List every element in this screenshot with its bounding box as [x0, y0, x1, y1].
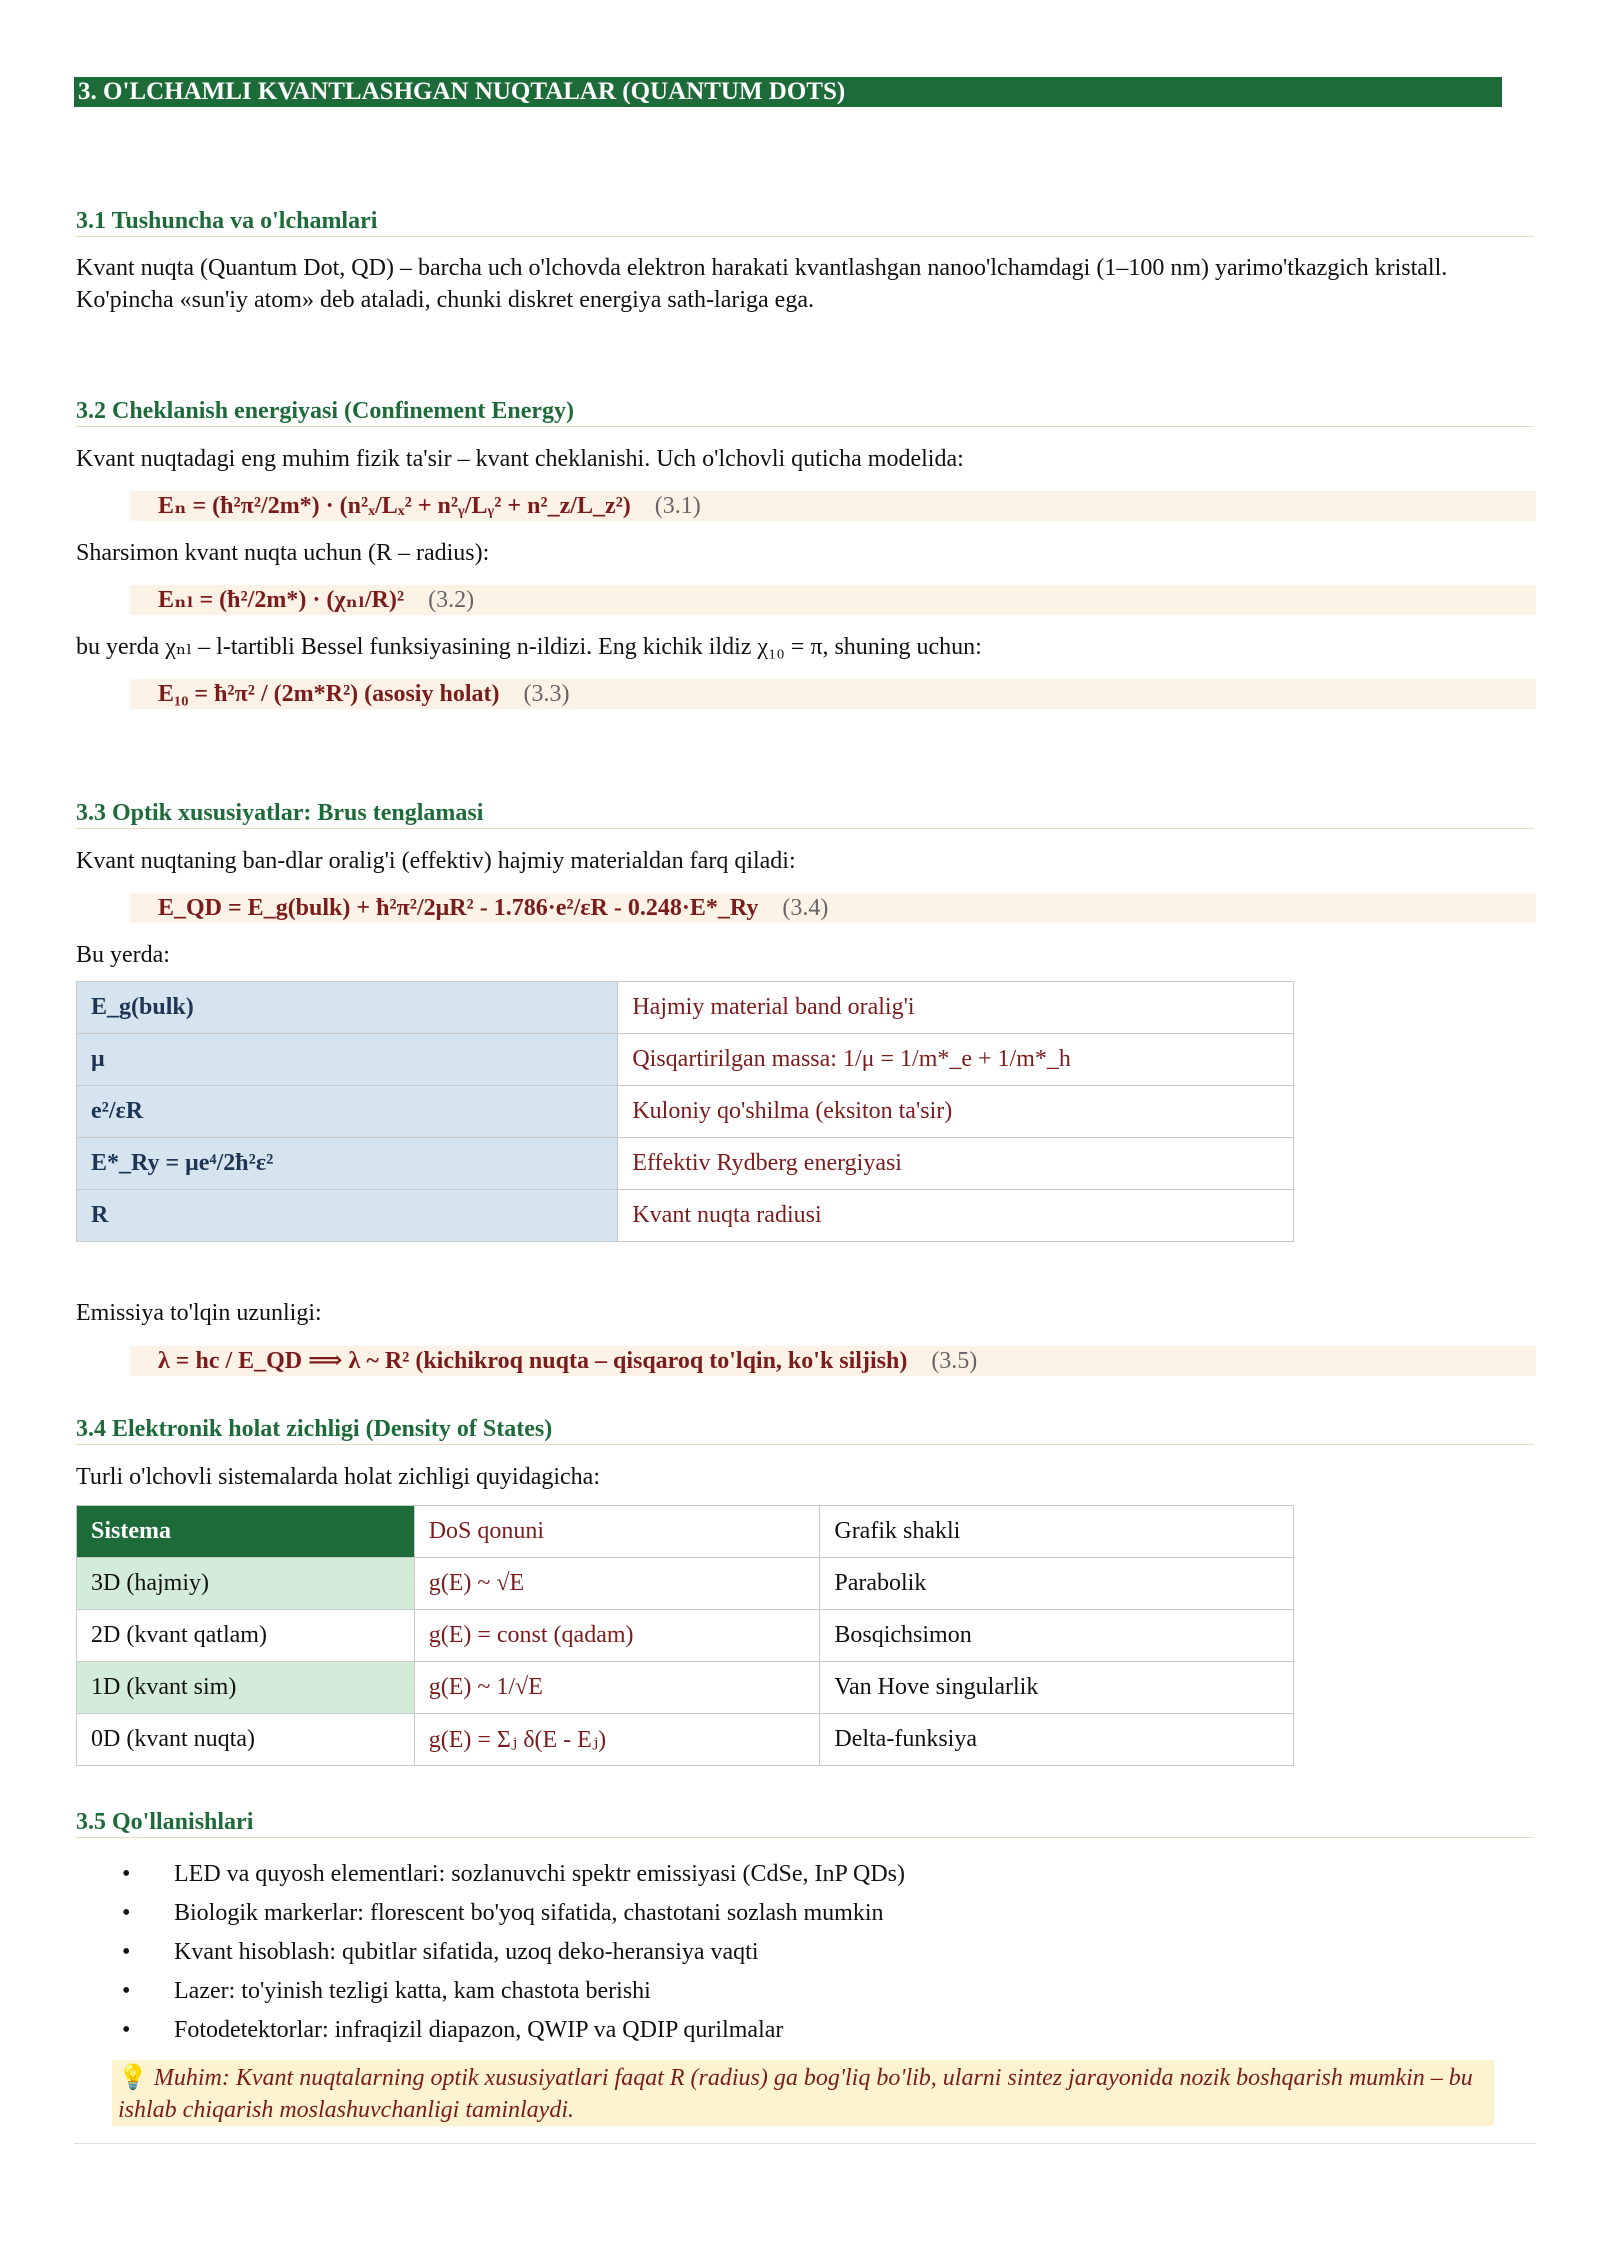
table-cell: g(E) = const (qadam): [414, 1610, 820, 1662]
list-item: • Fotodetektorlar: infraqizil diapazon, QWIP va QDIP qurilmalar: [120, 2011, 1520, 2050]
column-header: Sistema: [77, 1506, 415, 1558]
table-row: [77, 1190, 1294, 1242]
paragraph-dos-intro: Turli o'lchovli sistemalarda holat zichligi quyidagicha:: [76, 1464, 601, 1490]
list-item: • LED va quyosh elementlari: sozlanuvchi spektr emissiyasi (CdSe, InP QDs): [120, 1855, 1520, 1894]
section-title-3-2: 3.2 Cheklanish energiyasi (Confinement Energy): [76, 397, 1534, 427]
formula-text: E_QD = E_g(bulk) + ħ²π²/2μR² - 1.786·e²/εR - 0.248·E*_Ry: [158, 895, 759, 921]
formula-text: Eₙₗ = (ħ²/2m*) · (χₙₗ/R)²: [158, 587, 405, 613]
table-cell: 1D (kvant sim): [77, 1662, 415, 1714]
important-note: [112, 2060, 1494, 2126]
formula-text: Eₙ = (ħ²π²/2m*) · (n²ₓ/Lₓ² + n²ᵧ/Lᵧ² + n²_z/L_z²): [158, 493, 631, 519]
term-symbol: μ: [77, 1034, 618, 1086]
table-header-row: [77, 1506, 1294, 1558]
term-description: Effektiv Rydberg energiyasi: [618, 1138, 1294, 1190]
section-title-3-1: 3.1 Tushuncha va o'lchamlari: [76, 207, 1534, 237]
paragraph-confinement-intro: Kvant nuqtadagi eng muhim fizik ta'sir – kvant cheklanishi. Uch o'lchovli quticha modelida:: [76, 446, 964, 472]
formula-text: E₁₀ = ħ²π² / (2m*R²) (asosiy holat): [158, 681, 500, 707]
term-description: Kuloniy qo'shilma (eksiton ta'sir): [618, 1086, 1294, 1138]
table-cell: Delta-funksiya: [820, 1714, 1294, 1766]
note-text: Muhim: Kvant nuqtalarning optik xususiyatlari faqat R (radius) ga bog'liq bo'lib, ularni sintez jarayonida nozik boshqarish mumkin – bu ishlab chiqarish moslashuvchanligi taminlaydi.: [118, 2065, 1473, 2123]
bottom-divider: [74, 2143, 1536, 2144]
table-cell: 2D (kvant qatlam): [77, 1610, 415, 1662]
column-header: DoS qonuni: [414, 1506, 820, 1558]
paragraph-emission: Emissiya to'lqin uzunligi:: [76, 1300, 322, 1326]
formula-3-1: [130, 491, 1536, 521]
term-description: Kvant nuqta radiusi: [618, 1190, 1294, 1242]
formula-3-3: [130, 679, 1536, 709]
table-cell: g(E) ~ √E: [414, 1558, 820, 1610]
table-row: [77, 1086, 1294, 1138]
table-cell: Parabolik: [820, 1558, 1294, 1610]
column-header: Grafik shakli: [820, 1506, 1294, 1558]
table-row: [77, 982, 1294, 1034]
formula-text: λ = hc / E_QD ⟹ λ ~ R² (kichikroq nuqta – qisqaroq to'lqin, ko'k siljish): [158, 1348, 908, 1374]
formula-number: (3.4): [782, 895, 829, 921]
term-description: Qisqartirilgan massa: 1/μ = 1/m*_e + 1/m*_h: [618, 1034, 1294, 1086]
table-cell: Van Hove singularlik: [820, 1662, 1294, 1714]
terms-table: [76, 981, 1294, 1242]
lightbulb-icon: 💡: [118, 2065, 148, 2091]
table-cell: g(E) ~ 1/√E: [414, 1662, 820, 1714]
formula-number: (3.5): [931, 1348, 978, 1374]
term-description: Hajmiy material band oralig'i: [618, 982, 1294, 1034]
formula-number: (3.1): [654, 493, 701, 519]
chapter-title: 3. O'LCHAMLI KVANTLASHGAN NUQTALAR (QUANTUM DOTS): [74, 77, 1502, 107]
applications-list: [120, 1855, 1520, 2050]
term-symbol: e²/εR: [77, 1086, 618, 1138]
formula-3-5: [130, 1346, 1536, 1376]
paragraph-definition: Kvant nuqta (Quantum Dot, QD) – barcha uch o'lchovda elektron harakati kvantlashgan nanoo'lchamdagi (1–100 nm) yarimo'tkazgich kristall. Ko'pincha «sun'iy atom» deb ataladi, chunki diskret energiya sath-lariga ega.: [76, 255, 1448, 313]
formula-3-4: [130, 893, 1536, 923]
formula-number: (3.3): [523, 681, 570, 707]
formula-number: (3.2): [428, 587, 475, 613]
table-cell: 0D (kvant nuqta): [77, 1714, 415, 1766]
paragraph-bessel: bu yerda χₙₗ – l-tartibli Bessel funksiyasining n-ildizi. Eng kichik ildiz χ₁₀ = π, shuning uchun:: [76, 634, 982, 660]
table-cell: g(E) = Σⱼ δ(E - Eⱼ): [414, 1714, 820, 1766]
section-title-3-4: 3.4 Elektronik holat zichligi (Density of States): [76, 1415, 1534, 1445]
list-item: • Biologik markerlar: florescent bo'yoq sifatida, chastotani sozlash mumkin: [120, 1894, 1520, 1933]
table-row: [77, 1662, 1294, 1714]
table-row: [77, 1558, 1294, 1610]
section-title-3-3: 3.3 Optik xususiyatlar: Brus tenglamasi: [76, 799, 1534, 829]
paragraph-sphere: Sharsimon kvant nuqta uchun (R – radius):: [76, 540, 490, 566]
section-title-3-5: 3.5 Qo'llanishlari: [76, 1808, 1534, 1838]
table-cell: Bosqichsimon: [820, 1610, 1294, 1662]
table-row: [77, 1034, 1294, 1086]
term-symbol: R: [77, 1190, 618, 1242]
table-cell: 3D (hajmiy): [77, 1558, 415, 1610]
dos-table: [76, 1505, 1294, 1766]
paragraph-brus-intro: Kvant nuqtaning ban-dlar oralig'i (effektiv) hajmiy materialdan farq qiladi:: [76, 848, 796, 874]
term-symbol: E*_Ry = μe⁴/2ħ²ε²: [77, 1138, 618, 1190]
formula-3-2: [130, 585, 1536, 615]
list-item: • Kvant hisoblash: qubitlar sifatida, uzoq deko-heransiya vaqti: [120, 1933, 1520, 1972]
table-row: [77, 1714, 1294, 1766]
paragraph-where: Bu yerda:: [76, 942, 170, 968]
term-symbol: E_g(bulk): [77, 982, 618, 1034]
list-item: • Lazer: to'yinish tezligi katta, kam chastota berishi: [120, 1972, 1520, 2011]
table-row: [77, 1610, 1294, 1662]
table-row: [77, 1138, 1294, 1190]
